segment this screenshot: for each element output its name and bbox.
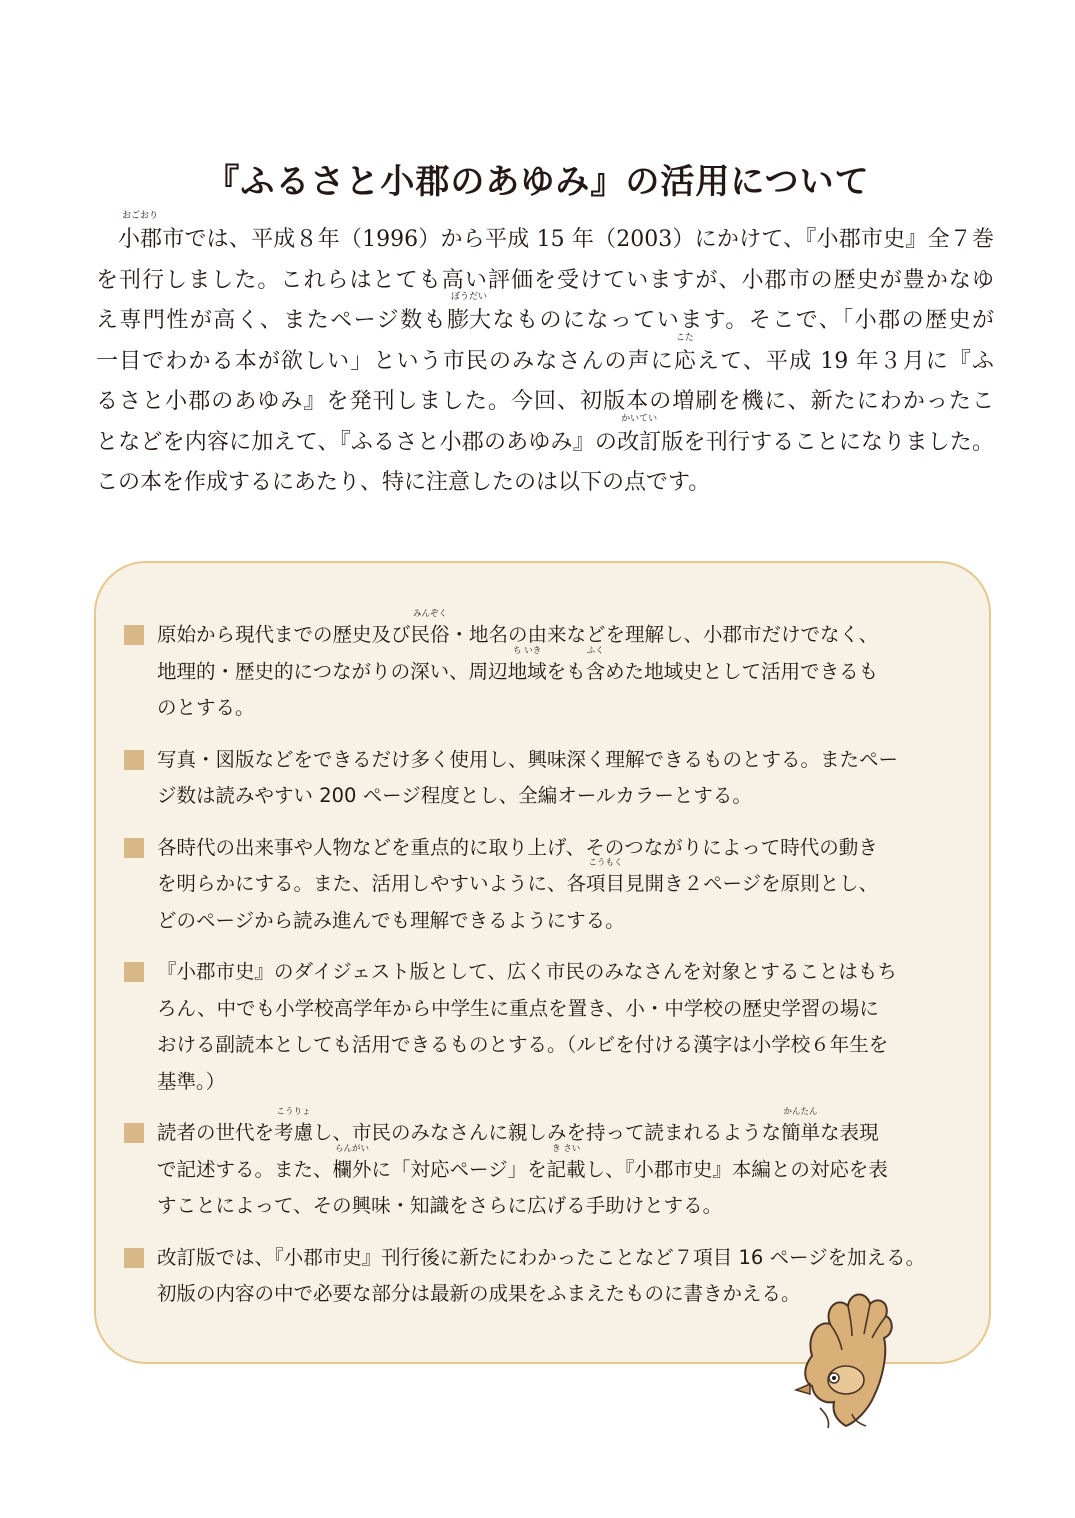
list-line: どのページから読み進んでも理解できるようにする。 — [157, 908, 625, 932]
intro-line — [96, 413, 994, 464]
list-text: 地理的・歴史的につながりの深い、周辺 — [157, 659, 508, 683]
intro-line — [96, 292, 995, 342]
list-text: し、市民のみなさんに親しみを持って読まれるような — [313, 1121, 782, 1144]
list-text: ・地名の由来などを理解し、小郡市だけでなく、 — [449, 623, 879, 646]
ruby-word — [586, 858, 626, 903]
ruby-base: 地域 — [507, 659, 547, 683]
list-item — [124, 830, 950, 940]
list-line: おける副読本としても活用できるものとする。（ルビを付ける漢字は小学校６年生を — [157, 1033, 889, 1056]
intro-line: るさと小郡のあゆみ』を発刊しました。今回、初版本の増刷を機に、新たにわかったこ — [96, 389, 994, 414]
ruby-base: 考慮 — [274, 1121, 314, 1144]
ruby-word — [673, 332, 696, 383]
list-line: 初版の内容の中で必要な部分は最新の成果をふまえたものに書きかえる。 — [157, 1282, 801, 1305]
list-line: のとする。 — [157, 696, 255, 719]
list-line: ろん、中でも小学校高学年から中学生に重点を置き、小・中学校の歴史学習の場に — [157, 996, 879, 1020]
page-title: 『ふるさと小郡のあゆみ』の活用について — [205, 162, 870, 202]
ruby-word — [447, 292, 492, 342]
ruby-word — [274, 1107, 314, 1152]
intro-text: 市では、平成８年（1996）から平成 15 年（2003）にかけて、『小郡市史』全７巻 — [162, 227, 994, 252]
ruby-text: おごおり — [121, 211, 159, 221]
guidelines-list — [124, 609, 950, 1328]
ruby-word — [332, 1143, 372, 1189]
square-bullet-icon — [124, 1123, 144, 1143]
list-text: 見開き２ページを原則とし、 — [625, 872, 879, 895]
ruby-word — [410, 609, 450, 654]
list-item — [124, 1107, 950, 1225]
ruby-text: ぼうだい — [451, 292, 488, 302]
intro-line — [96, 211, 994, 261]
intro-text: 版を刊行することになりました。 — [661, 429, 994, 455]
intro-text: えて、平成 19 年３月に『ふ — [695, 348, 994, 374]
ruby-word — [585, 645, 606, 691]
list-text: し、『小郡市史』本編との対応を表 — [585, 1157, 888, 1181]
ruby-base: 民俗 — [410, 623, 450, 646]
ruby-base: 簡単 — [781, 1121, 821, 1144]
list-line — [157, 858, 950, 903]
list-text: めた地域史として活用できるも — [605, 659, 879, 683]
ruby-text: みんぞく — [413, 609, 448, 619]
list-line: 写真・図版などをできるだけ多く使用し、興味深く理解できるものとする。またペー — [157, 747, 899, 771]
ruby-text: らんがい — [335, 1143, 370, 1154]
list-line: 改訂版では、『小郡市史』刊行後に新たにわかったことなど７項目 16 ページを加える。 — [157, 1245, 926, 1269]
list-line: 各時代の出来事や人物などを重点的に取り上げ、そのつながりによって時代の動き — [157, 835, 878, 859]
square-bullet-icon — [124, 1248, 144, 1268]
square-bullet-icon — [124, 625, 144, 645]
list-text: をも — [546, 659, 586, 683]
ruby-text: かいてい — [621, 413, 658, 424]
ruby-text: こうりょ — [276, 1107, 311, 1117]
ruby-base: 膨大 — [447, 308, 492, 333]
ruby-word — [118, 211, 163, 261]
intro-line: を刊行しました。これらはとても高い評価を受けていますが、小郡市の歴史が豊かなゆ — [96, 267, 994, 293]
list-line: 基準。） — [157, 1069, 226, 1093]
list-text: で記述する。また、 — [157, 1157, 333, 1181]
intro-line: この本を作成するにあたり、特に注意したのは以下の点です。 — [96, 470, 711, 495]
list-text: 読者の世代を — [157, 1121, 275, 1144]
list-line — [157, 645, 950, 691]
ruby-base: 含 — [585, 659, 606, 683]
list-item — [124, 954, 950, 1100]
ruby-base: 改訂 — [617, 429, 662, 455]
square-bullet-icon — [124, 838, 144, 858]
list-item — [124, 609, 950, 727]
intro-paragraph — [96, 211, 995, 504]
ruby-word — [546, 1143, 586, 1189]
list-line — [157, 609, 950, 654]
list-text: を明らかにする。また、活用しやすいように、各 — [157, 872, 587, 895]
list-line: ジ数は読みやすい 200 ページ程度とし、全編オールカラーとする。 — [157, 784, 752, 807]
list-text: 原始から現代までの歴史及び — [157, 623, 411, 646]
list-line: すことによって、その興味・知識をさらに広げる手助けとする。 — [157, 1194, 723, 1217]
list-line: 『小郡市史』のダイジェスト版として、広く市民のみなさんを対象とすることはもち — [157, 960, 897, 983]
ruby-text: ち いき — [513, 645, 542, 656]
list-text: に「対応ページ」を — [371, 1157, 547, 1181]
bird-mascot-icon — [790, 1284, 900, 1429]
intro-text: なものになっています。そこで、「小郡の歴史が — [491, 308, 995, 333]
ruby-word — [617, 413, 662, 464]
list-line — [157, 1143, 950, 1189]
ruby-text: かんたん — [783, 1107, 818, 1117]
ruby-text: こた — [675, 332, 694, 343]
square-bullet-icon — [124, 962, 144, 982]
ruby-word — [507, 645, 547, 691]
ruby-text: こうもく — [588, 858, 623, 868]
intro-text: え専門性が高く、またページ数も — [96, 308, 448, 333]
ruby-base: 記載 — [546, 1157, 586, 1181]
ruby-base: 項目 — [586, 872, 626, 895]
intro-text: 一目でわかる本が欲しい」という市民のみなさんの声に — [96, 348, 674, 374]
list-text: な表現 — [820, 1121, 879, 1144]
intro-text: となどを内容に加えて、『ふるさと小郡のあゆみ』の — [96, 429, 618, 455]
ruby-base: 欄外 — [332, 1157, 372, 1181]
ruby-text: ふく — [586, 645, 604, 656]
square-bullet-icon — [124, 750, 144, 770]
ruby-base: 小郡 — [118, 227, 163, 252]
ruby-word — [781, 1107, 821, 1152]
ruby-base: 応 — [673, 348, 696, 374]
ruby-text: き さい — [552, 1143, 581, 1154]
intro-line — [96, 332, 994, 383]
list-item — [124, 742, 950, 815]
